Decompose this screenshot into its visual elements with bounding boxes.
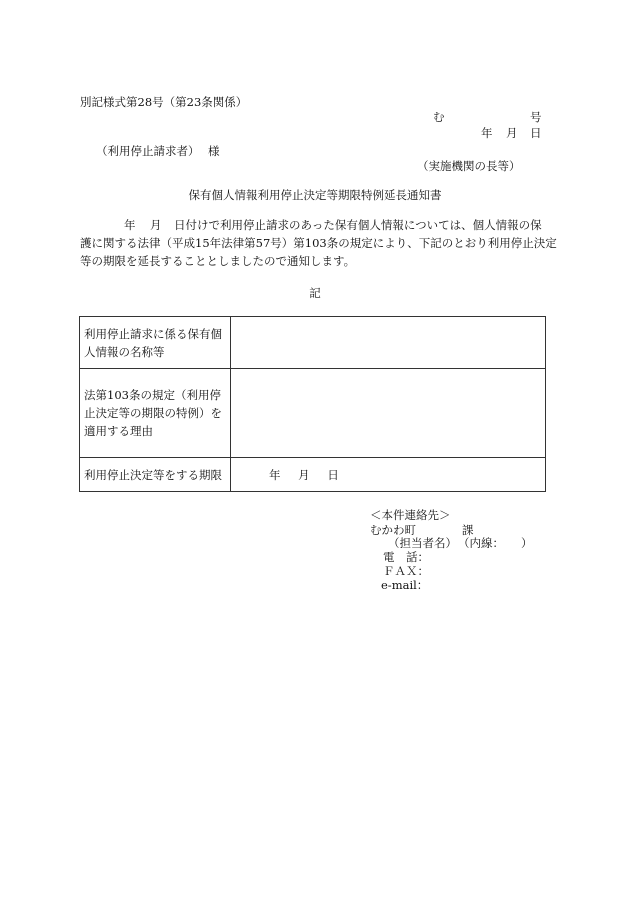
body-line-1-month: 月 xyxy=(150,218,162,232)
info-table xyxy=(79,316,546,492)
ki-heading: 記 xyxy=(309,286,321,300)
document-number-prefix: む xyxy=(433,110,445,124)
deadline-year-label: 年 xyxy=(269,467,281,482)
contact-person: （担当者名） xyxy=(388,536,457,550)
body-line-1: 日付けで利用停止請求のあった保有個人情報については、個人情報の保 xyxy=(174,218,542,232)
table-row xyxy=(80,369,546,458)
contact-extension-close: ） xyxy=(521,536,533,550)
table-label-deadline: 利用停止決定等をする期限 xyxy=(80,458,231,492)
table-value-info-name xyxy=(231,317,546,369)
date-day-label: 日 xyxy=(530,126,542,140)
document-number-suffix: 号 xyxy=(530,110,542,124)
recipient-honorific: 様 xyxy=(208,144,220,158)
contact-fax: ＦＡＸ： xyxy=(383,564,429,578)
notice-title: 保有個人情報利用停止決定等期限特例延長通知書 xyxy=(188,188,442,202)
contact-heading: ＜本件連絡先＞ xyxy=(370,508,451,522)
table-label-info-name: 利用停止請求に係る保有個人情報の名称等 xyxy=(80,317,231,369)
date-month-label: 月 xyxy=(506,126,518,140)
table-row xyxy=(80,317,546,369)
contact-extension: （内線： xyxy=(458,536,504,550)
contact-office: むかわ町 xyxy=(370,523,416,537)
sender-title: （実施機関の長等） xyxy=(417,159,521,173)
body-line-3: 等の期限を延長することとしましたので通知します。 xyxy=(80,254,356,268)
table-row xyxy=(80,458,546,492)
table-label-reason: 法第103条の規定（利用停止決定等の期限の特例）を適用する理由 xyxy=(80,369,231,458)
body-line-1-year: 年 xyxy=(124,218,136,232)
form-number: 別記様式第28号（第23条関係） xyxy=(80,95,248,109)
table-value-reason xyxy=(231,369,546,458)
body-line-2: 護に関する法律（平成15年法律第57号）第103条の規定により、下記のとおり利用停止決定 xyxy=(80,236,557,250)
date-year-label: 年 xyxy=(481,126,493,140)
contact-email: e-mail： xyxy=(381,578,429,592)
contact-tel: 電 話： xyxy=(383,550,429,564)
table-value-deadline xyxy=(231,458,546,492)
deadline-month-label: 月 xyxy=(298,467,310,482)
recipient-name: （利用停止請求者） xyxy=(96,144,200,158)
deadline-day-label: 日 xyxy=(327,467,339,482)
contact-section: 課 xyxy=(462,523,474,537)
